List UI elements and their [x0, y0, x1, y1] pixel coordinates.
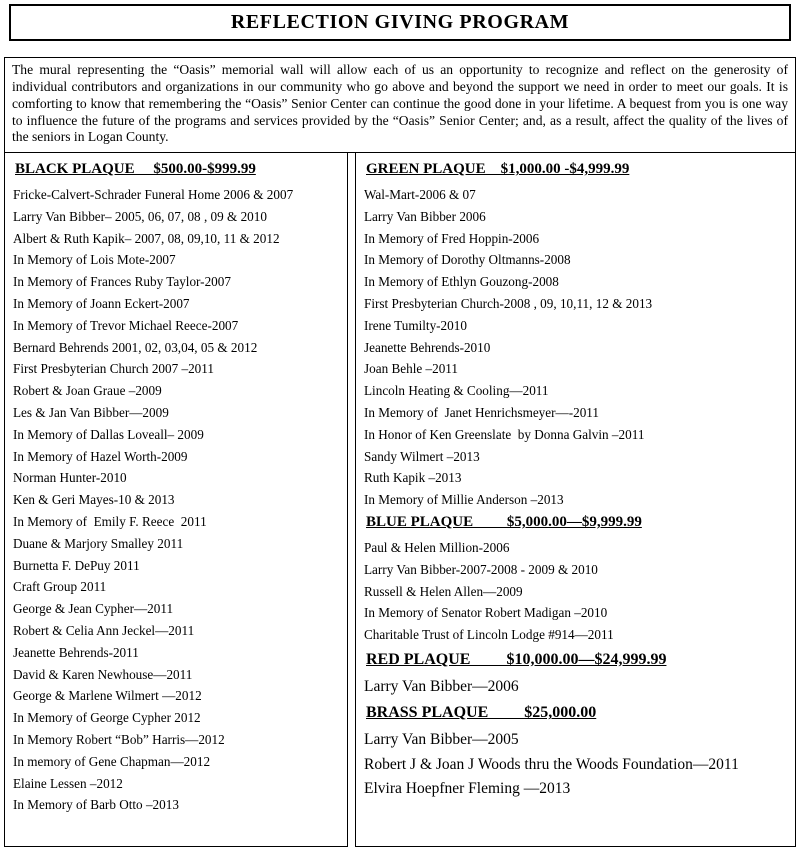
plaque-item: In Memory of Trevor Michael Reece-2007 [13, 317, 239, 333]
plaque-item: Burnetta F. DePuy 2011 [13, 557, 140, 573]
plaque-item: In Memory of Senator Robert Madigan –2010 [364, 605, 608, 621]
title-box [9, 4, 791, 41]
plaque-section-heading: RED PLAQUE $10,000.00—$24,999.99 [366, 650, 667, 668]
plaque-section-heading: BRASS PLAQUE $25,000.00 [366, 704, 597, 722]
plaque-item: Paul & Helen Million-2006 [364, 539, 510, 555]
plaque-item: Duane & Marjory Smalley 2011 [13, 535, 184, 551]
plaque-item: Joan Behle –2011 [364, 361, 459, 377]
plaque-item: First Presbyterian Church-2008 , 09, 10,11, 12 & 2013 [364, 295, 653, 311]
right-column [355, 152, 796, 847]
right-column-list [364, 158, 787, 802]
plaque-item: In Memory of Dallas Loveall– 2009 [13, 426, 204, 442]
plaque-item: George & Marlene Wilmert —2012 [13, 688, 202, 704]
plaque-section-heading: BLUE PLAQUE $5,000.00—$9,999.99 [366, 513, 642, 530]
left-column [4, 152, 348, 847]
plaque-item: In Memory of Hazel Worth-2009 [13, 448, 188, 464]
plaque-item: In Memory of Janet Henrichsmeyer—-2011 [364, 404, 599, 420]
plaque-item: Robert & Joan Graue –2009 [13, 383, 162, 399]
plaque-item: In Memory of Ethlyn Gouzong-2008 [364, 274, 559, 290]
plaque-item: In Memory of Fred Hoppin-2006 [364, 230, 540, 246]
plaque-item: Larry Van Bibber—2005 [364, 731, 519, 749]
plaque-item: In Memory of Frances Ruby Taylor-2007 [13, 274, 231, 290]
plaque-item: In Memory of Lois Mote-2007 [13, 252, 176, 268]
plaque-item: In Memory Robert “Bob” Harris—2012 [13, 731, 225, 747]
plaque-item: Larry Van Bibber– 2005, 06, 07, 08 , 09 & 2010 [13, 208, 267, 224]
plaque-item: Larry Van Bibber—2006 [364, 677, 519, 695]
plaque-item: Craft Group 2011 [13, 579, 107, 595]
plaque-item: Robert & Celia Ann Jeckel—2011 [13, 622, 195, 638]
plaque-section-heading: GREEN PLAQUE $1,000.00 -$4,999.99 [366, 161, 630, 177]
plaque-columns [4, 152, 796, 847]
plaque-item: Lincoln Heating & Cooling—2011 [364, 383, 549, 399]
plaque-item: Sandy Wilmert –2013 [364, 448, 480, 464]
plaque-item: Charitable Trust of Lincoln Lodge #914—2011 [364, 627, 614, 643]
plaque-item: In Memory of George Cypher 2012 [13, 710, 201, 726]
plaque-item: Albert & Ruth Kapik– 2007, 08, 09,10, 11 & 2012 [13, 230, 280, 246]
intro-paragraph: The mural representing the “Oasis” memorial wall will allow each of us an opportunity to recognize and reflect on the generosity of individual contributors and organizations in our community who go above and beyond the support we need in order to meet our goals. It is comforting to know that remembering the “Oasis” Senior Center can continue the good done in your lifetime. A bequest from you is one way to influence the future of the programs and services provided by the “Oasis” Senior Center; and, as a result, affect the quality of the lives of the seniors in Logan County. [12, 62, 788, 145]
plaque-item: Ruth Kapik –2013 [364, 470, 462, 486]
plaque-item: Ken & Geri Mayes-10 & 2013 [13, 492, 175, 508]
plaque-item: Jeanette Behrends-2011 [13, 644, 139, 660]
plaque-item: In Honor of Ken Greenslate by Donna Galvin –2011 [364, 426, 645, 442]
left-column-list [13, 158, 339, 816]
plaque-item: Robert J & Joan J Woods thru the Woods Foundation—2011 [364, 755, 739, 773]
plaque-section-heading: BLACK PLAQUE $500.00-$999.99 [15, 161, 256, 177]
plaque-item: In Memory of Joann Eckert-2007 [13, 295, 190, 311]
plaque-item: Wal-Mart-2006 & 07 [364, 187, 476, 202]
plaque-item: Fricke-Calvert-Schrader Funeral Home 2006 & 2007 [13, 187, 294, 202]
plaque-item: Larry Van Bibber-2007-2008 - 2009 & 2010 [364, 561, 598, 577]
plaque-item: First Presbyterian Church 2007 –2011 [13, 361, 214, 377]
plaque-item: George & Jean Cypher—2011 [13, 601, 174, 617]
plaque-item: Russell & Helen Allen—2009 [364, 583, 523, 599]
plaque-item: Elaine Lessen –2012 [13, 775, 123, 791]
plaque-item: Bernard Behrends 2001, 02, 03,04, 05 & 2012 [13, 339, 258, 355]
plaque-item: Larry Van Bibber 2006 [364, 208, 486, 224]
plaque-item: Les & Jan Van Bibber—2009 [13, 404, 169, 420]
plaque-item: In Memory of Barb Otto –2013 [13, 797, 179, 813]
plaque-item: Elvira Hoepfner Fleming —2013 [364, 780, 571, 798]
plaque-item: David & Karen Newhouse—2011 [13, 666, 193, 682]
plaque-item: In Memory of Millie Anderson –2013 [364, 492, 564, 508]
plaque-item: Jeanette Behrends-2010 [364, 339, 491, 355]
plaque-item: Norman Hunter-2010 [13, 470, 127, 486]
plaque-item: In Memory of Dorothy Oltmanns-2008 [364, 252, 571, 268]
page-title: REFLECTION GIVING PROGRAM [230, 11, 570, 33]
plaque-item: In Memory of Emily F. Reece 2011 [13, 513, 207, 529]
intro-box [4, 57, 796, 153]
plaque-item: Irene Tumilty-2010 [364, 317, 467, 333]
plaque-item: In memory of Gene Chapman—2012 [13, 753, 211, 769]
